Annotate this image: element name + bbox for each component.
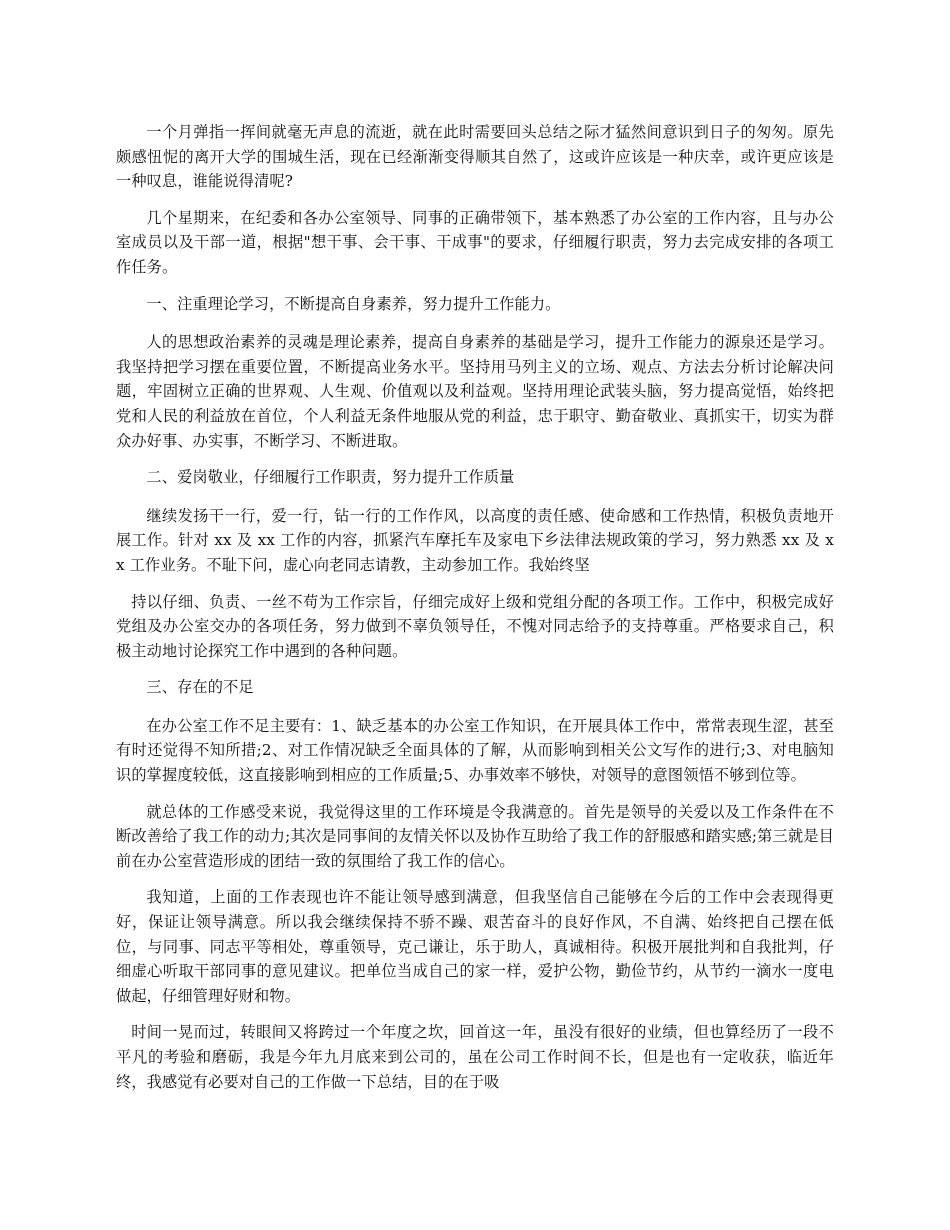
paragraph-weeks: 几个星期来，在纪委和各办公室领导、同事的正确带领下，基本熟悉了办公室的工作内容，且与办公室成员以及干部一道，根据"想干事、会干事、干成事"的要求，仔细履行职责，努力去完成安排的各项工作任务。: [116, 208, 834, 276]
section-heading-shortcomings: 三、存在的不足: [146, 678, 254, 697]
paragraph-dedication-continued: 持以仔细、负责、一丝不苟为工作宗旨，仔细完成好上级和党组分配的各项工作。工作中，积极完成好党组及办公室交办的各项任务，努力做到不辜负领导任，不愧对同志给予的支持尊重。严格要求自己，积极主动地讨论探究工作中遇到的各种问题。: [116, 592, 834, 660]
paragraph-commitment: 我知道，上面的工作表现也许不能让领导感到满意，但我坚信自己能够在今后的工作中会表现得更好，保证让领导满意。所以我会继续保持不骄不躁、艰苦奋斗的良好作风，不自满、始终把自己摆在低位，与同事、同志平等相处，尊重领导，克己谦让，乐于助人，真诚相待。积极开展批判和自我批判，仔细虚心听取干部同事的意见建议。把单位当成自己的家一样，爱护公物，勤俭节约，从节约一滴水一度电做起，仔细管理好财和物。: [116, 888, 834, 1005]
section-heading-dedication: 二、爱岗敬业，仔细履行工作职责，努力提升工作质量: [146, 468, 515, 487]
paragraph-intro: 一个月弹指一挥间就毫无声息的流逝，就在此时需要回头总结之际才猛然间意识到日子的匆匆。原先颇感忸怩的离开大学的围城生活，现在已经渐渐变得顺其自然了，这或许应该是一种庆幸，或许更应该是一种叹息，谁能说得清呢?: [116, 123, 834, 191]
paragraph-theory: 人的思想政治素养的灵魂是理论素养，提高自身素养的基础是学习，提升工作能力的源泉还是学习。我坚持把学习摆在重要位置，不断提高业务水平。坚持用马列主义的立场、观点、方法去分析讨论解决问题，牢固树立正确的世界观、人生观、价值观以及利益观。坚持用理论武装头脑，努力提高觉悟，始终把党和人民的利益放在首位，个人利益无条件地服从党的利益，忠于职守、勤奋敬业、真抓实干，切实为群众办好事、办实事，不断学习、不断进取。: [116, 333, 834, 450]
document-body: [116, 120, 834, 1106]
paragraph-dedication: 继续发扬干一行，爱一行，钻一行的工作作风，以高度的责任感、使命感和工作热情，积极负责地开展工作。针对 xx 及 xx 工作的内容，抓紧汽车摩托车及家电下乡法律法规政策的学习，努力熟悉 xx 及 xx 工作业务。不耻下问，虚心向老同志请教，主动参加工作。我始终坚: [116, 506, 834, 574]
paragraph-year-review: 时间一晃而过，转眼间又将跨过一个年度之坎，回首这一年，虽没有很好的业绩，但也算经历了一段不平凡的考验和磨砺，我是今年九月底来到公司的，虽在公司工作时间不长，但是也有一定收获，临近年终，我感觉有必要对自己的工作做一下总结，目的在于吸: [116, 1023, 834, 1091]
paragraph-shortcomings: 在办公室工作不足主要有：1、缺乏基本的办公室工作知识，在开展具体工作中，常常表现生涩，甚至有时还觉得不知所措;2、对工作情况缺乏全面具体的了解，从而影响到相关公文写作的进行;3、对电脑知识的掌握度较低，这直接影响到相应的工作质量;5、办事效率不够快，对领导的意图领悟不够到位等。: [116, 716, 834, 785]
paragraph-impressions: 就总体的工作感受来说，我觉得这里的工作环境是令我满意的。首先是领导的关爱以及工作条件在不断改善给了我工作的动力;其次是同事间的友情关怀以及协作互助给了我工作的舒服感和踏实感;第三就是目前在办公室营造形成的团结一致的氛围给了我工作的信心。: [116, 802, 834, 870]
section-heading-theory: 一、注重理论学习，不断提高自身素养，努力提升工作能力。: [146, 294, 561, 313]
